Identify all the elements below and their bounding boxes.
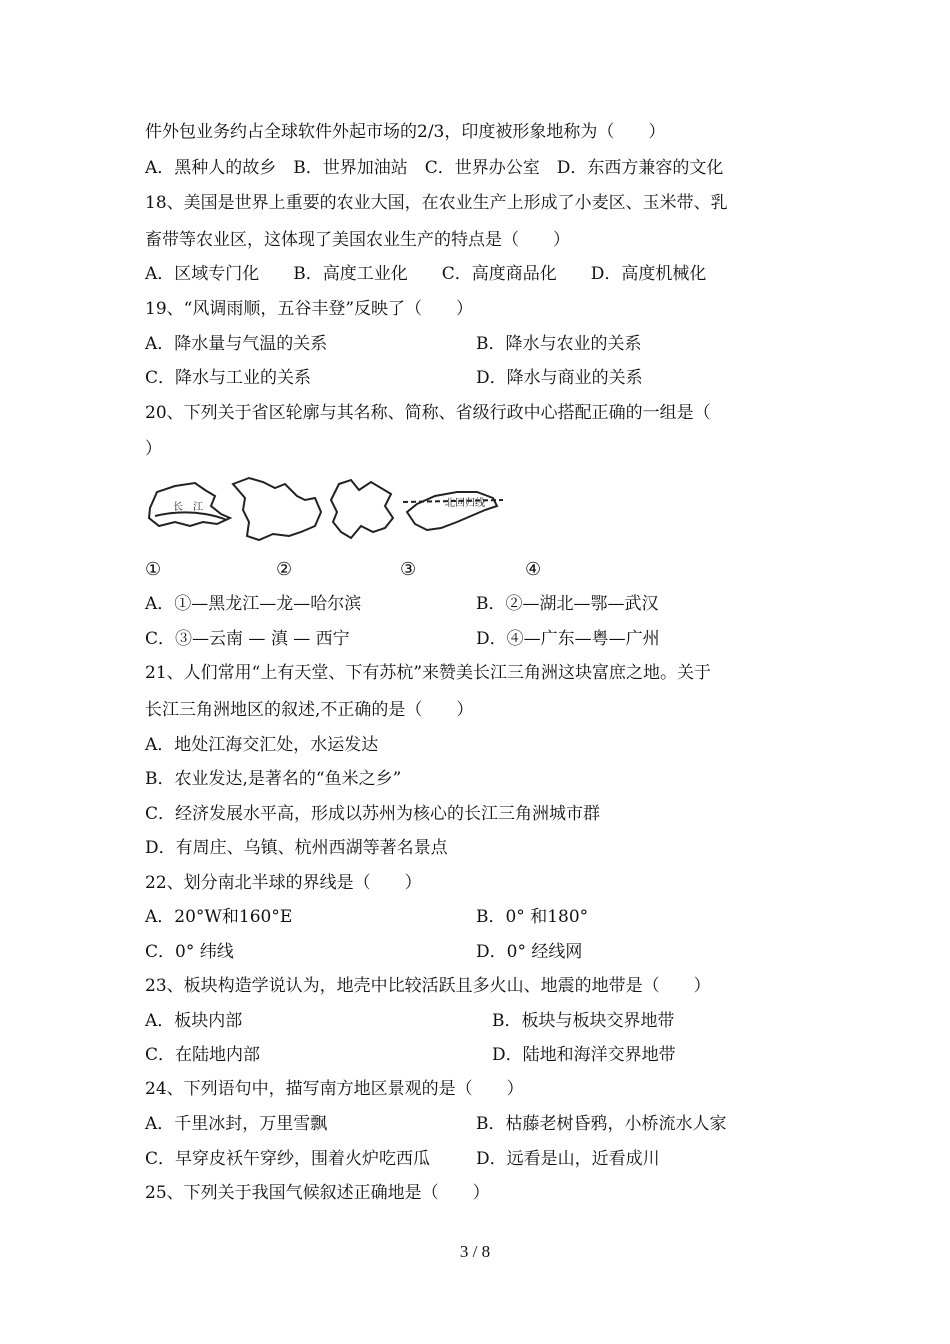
option-b: B．②—湖北—鄂—武汉: [476, 594, 659, 614]
option-d: D．0° 经线网: [476, 942, 583, 962]
option-a: A．地处江海交汇处，水运发达: [145, 735, 379, 755]
text-line: A．黑种人的故乡 B．世界加油站 C．世界办公室 D．东西方兼容的文化: [145, 158, 724, 178]
question-20-cont: ）: [145, 439, 162, 459]
option-b: B．农业发达,是著名的“鱼米之乡”: [145, 769, 402, 789]
option-d: D．降水与商业的关系: [476, 368, 643, 388]
option-c: C．降水与工业的关系: [145, 368, 312, 388]
map-label-changjiang: 长 江: [173, 502, 203, 513]
question-25: 25、下列关于我国气候叙述正确地是（ ）: [145, 1183, 490, 1203]
question-23: 23、板块构造学说认为，地壳中比较活跃且多火山、地震的地带是（ ）: [145, 976, 711, 996]
option-a: A．千里冰封，万里雪飘: [145, 1114, 328, 1134]
option-c: C．早穿皮袄午穿纱，围着火炉吃西瓜: [145, 1149, 431, 1169]
question-21-cont: 长江三角洲地区的叙述,不正确的是（ ）: [145, 700, 474, 720]
question-22: 22、划分南北半球的界线是（ ）: [145, 873, 422, 893]
option-c: C．经济发展水平高，形成以苏州为核心的长江三角洲城市群: [145, 804, 601, 824]
option-a: A．降水量与气温的关系: [145, 334, 328, 354]
text-line: 件外包业务约占全球软件外起市场的2/3，印度被形象地称为（ ）: [145, 122, 666, 142]
question-18-cont: 畜带等农业区，这体现了美国农业生产的特点是（ ）: [145, 230, 570, 250]
map-number-1: ①: [145, 559, 162, 580]
option-c: C．③—云南 — 滇 — 西宁: [145, 629, 350, 649]
map-outline-3: [331, 480, 393, 538]
province-outline-maps: [145, 470, 515, 545]
map-number-4: ④: [525, 559, 542, 580]
map-number-3: ③: [400, 559, 417, 580]
page-number: 3 / 8: [459, 1242, 491, 1261]
map-outline-2: [233, 478, 321, 540]
option-a: A．①—黑龙江—龙—哈尔滨: [145, 594, 362, 614]
map-number-2: ②: [276, 559, 293, 580]
option-c: C．0° 纬线: [145, 942, 234, 962]
option-d: D．远看是山，近看成川: [476, 1149, 660, 1169]
option-d: D．④—广东—粤—广州: [476, 629, 660, 649]
option-b: B．降水与农业的关系: [476, 334, 642, 354]
question-21: 21、人们常用“上有天堂、下有苏杭”来赞美长江三角洲这块富庶之地。关于: [145, 663, 712, 683]
option-d: D．陆地和海洋交界地带: [492, 1045, 676, 1065]
option-a: A．板块内部: [145, 1011, 243, 1031]
option-d: D．有周庄、乌镇、杭州西湖等著名景点: [145, 838, 448, 858]
option-a: A．20°W和160°E: [145, 907, 293, 927]
option-b: B．板块与板块交界地带: [492, 1011, 675, 1031]
map-label-tropic: 北回归线: [445, 498, 485, 509]
question-20: 20、下列关于省区轮廓与其名称、简称、省级行政中心搭配正确的一组是（: [145, 403, 711, 423]
question-24: 24、下列语句中，描写南方地区景观的是（ ）: [145, 1079, 524, 1099]
question-19: 19、“风调雨顺，五谷丰登”反映了（ ）: [145, 299, 474, 319]
question-18-options: A．区域专门化 B．高度工业化 C．高度商品化 D．高度机械化: [145, 264, 707, 284]
option-b: B．枯藤老树昏鸦，小桥流水人家: [476, 1114, 727, 1134]
question-18: 18、美国是世界上重要的农业大国，在农业生产上形成了小麦区、玉米带、乳: [145, 193, 728, 213]
option-c: C．在陆地内部: [145, 1045, 261, 1065]
option-b: B．0° 和180°: [476, 907, 589, 927]
